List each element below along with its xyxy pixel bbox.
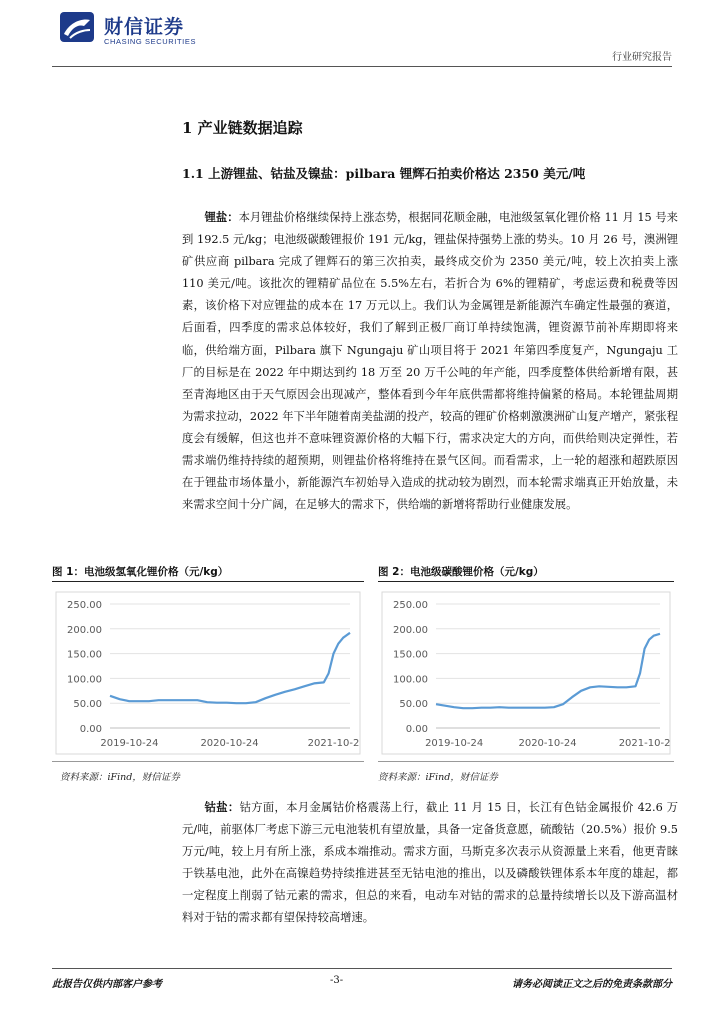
figure-1-bottom-rule xyxy=(52,761,364,762)
figure-2-bottom-rule xyxy=(378,761,674,762)
report-type: 行业研究报告 xyxy=(612,52,672,63)
y-tick-label: 50.00 xyxy=(73,699,102,711)
header-divider xyxy=(52,66,672,67)
y-tick-label: 0.00 xyxy=(405,724,428,735)
brand-name-cn: 财信证券 xyxy=(104,16,185,38)
x-tick-label: 2021-10-2 xyxy=(618,738,671,749)
figure-1-title: 图 1：电池级氢氧化锂价格（元/kg） xyxy=(52,566,229,578)
y-tick-label: 200.00 xyxy=(393,624,428,636)
cobalt-paragraph xyxy=(182,796,678,930)
footer-disclaimer-left: 此报告仅供内部客户参考 xyxy=(52,979,162,990)
figure-2-title: 图 2：电池级碳酸锂价格（元/kg） xyxy=(378,566,544,578)
figure-2-rule xyxy=(378,581,674,582)
lithium-label: 锂盐： xyxy=(204,210,239,224)
y-tick-label: 0.00 xyxy=(79,724,102,735)
footer-disclaimer-right: 请务必阅读正文之后的免责条款部分 xyxy=(512,979,672,990)
chart-lithium-hydroxide xyxy=(52,590,364,758)
x-tick-label: 2020-10-24 xyxy=(518,738,577,749)
company-logo-icon xyxy=(60,12,94,42)
figure-2-source: 资料来源：iFind，财信证券 xyxy=(378,772,498,783)
cobalt-text: 钴方面，本月金属钴价格震荡上行，截止 11 月 15 日，长江有色钴金属报价 42.6 万元/吨，前驱体厂考虑下游三元电池装机有望放量，具备一定备货意愿，硫酸钴（20.5%）报价 9.5 万元/吨，较上月有所上涨，系成本端推动。需求方面，马斯克多次表示从资源量上来看，他更青睐于铁基电池，此外在高镍趋势持续推进甚至无钴电池的推出，以及磷酸铁锂体系本年度的雄起，都一定程度上削弱了钴元素的需求，但总的来看，电动车对钴的需求的总量持续增长以及下游高温材料对于钴的需求都有望保持较高增速。 xyxy=(182,801,678,925)
x-tick-label: 2019-10-24 xyxy=(100,738,159,749)
y-tick-label: 150.00 xyxy=(393,649,428,661)
x-tick-label: 2021-10-2 xyxy=(307,738,360,749)
chart-lithium-carbonate xyxy=(378,590,674,758)
y-tick-label: 100.00 xyxy=(393,674,428,686)
y-tick-label: 200.00 xyxy=(67,624,102,636)
y-tick-label: 250.00 xyxy=(393,600,428,611)
section-title: 1 产业链数据追踪 xyxy=(182,119,303,137)
y-tick-label: 100.00 xyxy=(67,674,102,686)
page-number: -3- xyxy=(330,975,344,986)
lithium-paragraph xyxy=(182,206,678,516)
lithium-text: 本月锂盐价格继续保持上涨态势，根据同花顺金融，电池级氢氧化锂价格 11 月 15 号来到 192.5 元/kg；电池级碳酸锂报价 191 元/kg，锂盐保持强势上涨的势头。10 月 26 号，澳洲锂矿供应商 pilbara 完成了锂辉石的第三次拍卖，最终成交价为 2350 美元/吨，较上次拍卖上涨 110 美元/吨。该批次的锂精矿品位在 5.5%左右，若折合为 6%的锂精矿，考虑运费和税费等因素，该价格下对应锂盐的成本在 17 万元以上。我们认为金属锂是新能源汽车确定性最强的赛道，后面看，四季度的需求总体较好，我们了解到正极厂商订单持续饱满，锂资源节前补库期即将来临，供给端方面，Pilbara 旗下 Ngungaju 矿山项目将于 2021 年第四季度复产，Ngungaju 工厂的目标是在 2022 年中期达到约 18 万至 20 万千公吨的年产能，四季度整体供给新增有限，甚至青海地区由于天气原因会出现减产，整体看到今年年底供需都将维持偏紧的格局。本轮锂盐周期为需求拉动，2022 年下半年随着南美盐湖的投产，较高的锂矿价格刺激澳洲矿山复产增产，紧张程度会有缓解，但这也并不意味锂资源价格的大幅下行，需求决定大的方向，而供给则决定弹性，若需求端仍维持持续的超预期，则锂盐价格将维持在景气区间。而看需求，上一轮的超涨和超跌原因在于锂盐市场体量小，新能源汽车初始导入造成的扰动较为剧烈，而本轮需求端真正开始放量，未来需求空间十分广阔，在足够大的需求下，供给端的新增将帮助行业健康发展。 xyxy=(182,211,678,512)
brand-name-en: CHASING SECURITIES xyxy=(104,37,197,46)
figure-1-rule xyxy=(52,581,364,582)
y-tick-label: 250.00 xyxy=(67,600,102,611)
cobalt-label: 钴盐： xyxy=(204,800,240,814)
footer-divider xyxy=(52,968,672,969)
subsection-title: 1.1 上游锂盐、钴盐及镍盐：pilbara 锂辉石拍卖价格达 2350 美元/吨 xyxy=(182,166,586,181)
figure-1-source: 资料来源：iFind，财信证券 xyxy=(60,772,180,783)
x-tick-label: 2019-10-24 xyxy=(425,738,484,749)
y-tick-label: 150.00 xyxy=(67,649,102,661)
x-tick-label: 2020-10-24 xyxy=(200,738,259,749)
y-tick-label: 50.00 xyxy=(399,699,428,711)
